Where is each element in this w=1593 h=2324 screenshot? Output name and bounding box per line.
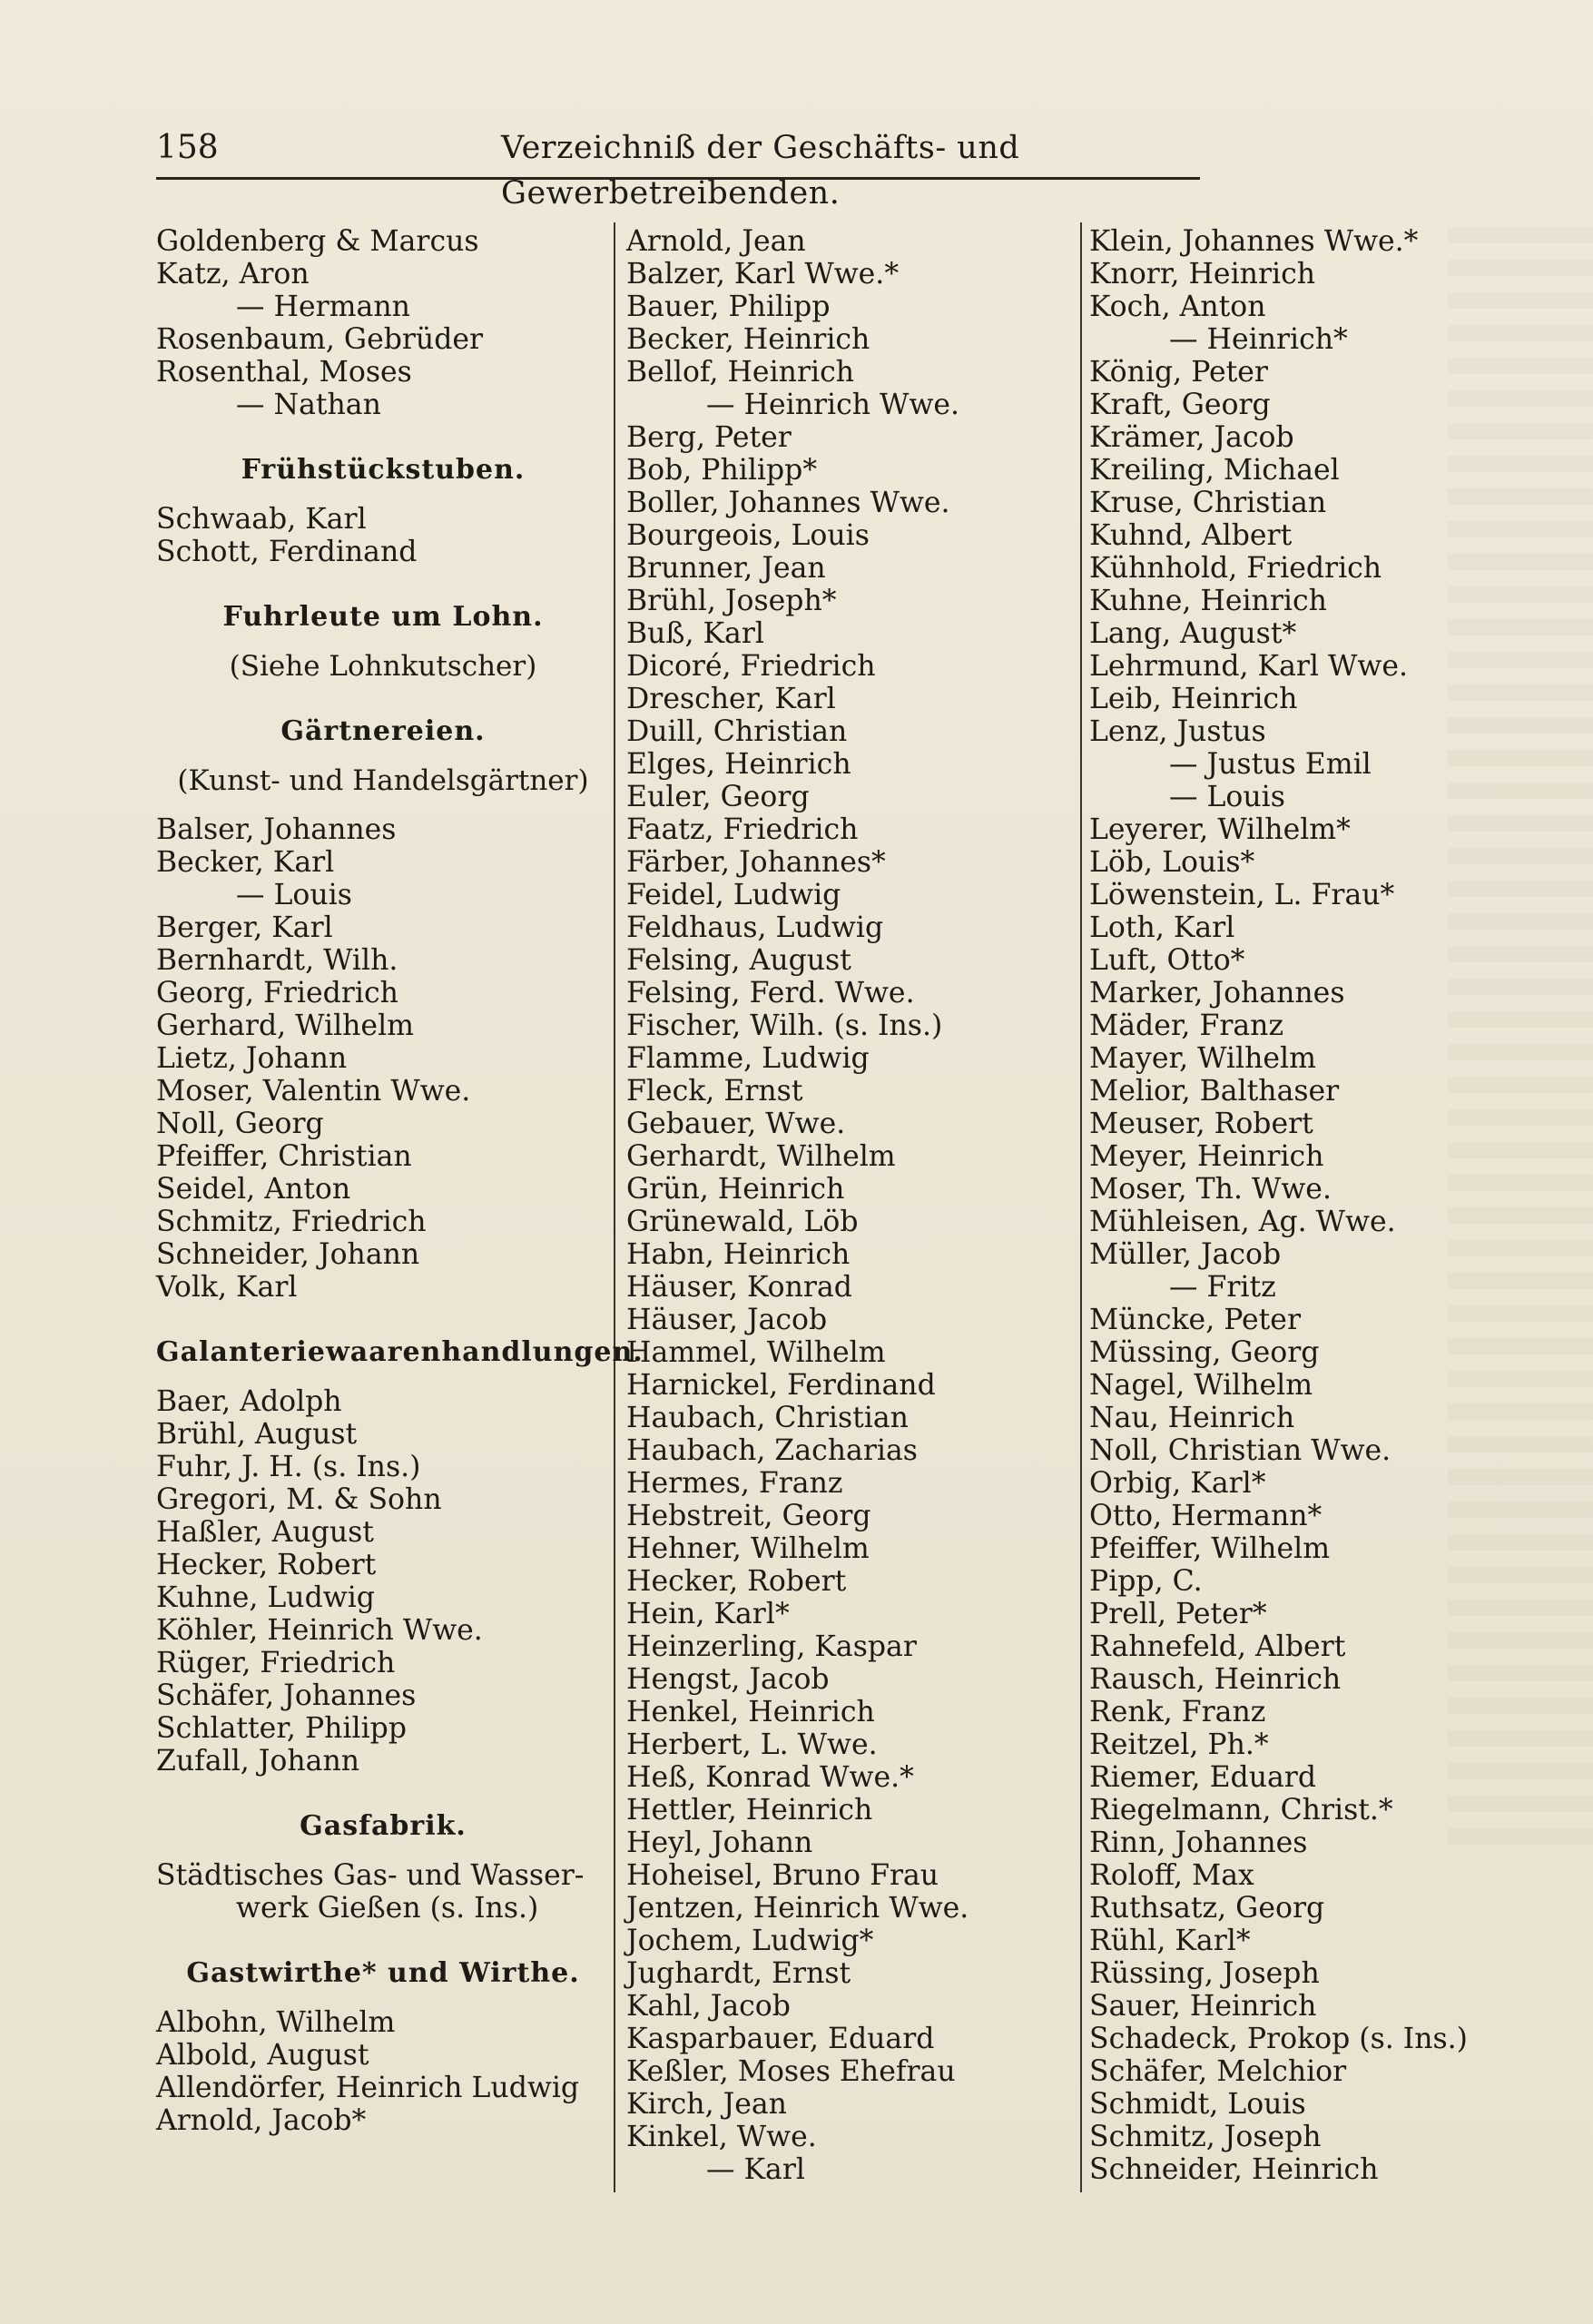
list-item: Volk, Karl [156, 1271, 298, 1304]
list-item: Gregori, M. & Sohn [156, 1483, 442, 1516]
list-item: Keßler, Moses Ehefrau [626, 2055, 956, 2088]
list-item: Faatz, Friedrich [626, 813, 859, 846]
list-item: Meuser, Robert [1089, 1108, 1313, 1140]
list-item: Melior, Balthaser [1089, 1075, 1340, 1108]
section-heading-gaertnereien: Gärtnereien. [280, 715, 486, 747]
list-item: Koch, Anton [1089, 290, 1266, 323]
list-item: Häuser, Konrad [626, 1271, 852, 1304]
list-item: Mäder, Franz [1089, 1009, 1284, 1042]
list-item: Rausch, Heinrich [1089, 1663, 1342, 1696]
list-item: Buß, Karl [626, 617, 764, 650]
list-item: Kruse, Christian [1089, 487, 1327, 519]
list-item: Löb, Louis* [1089, 846, 1255, 879]
section-heading-gasfabrik: Gasfabrik. [300, 1810, 467, 1842]
list-item: König, Peter [1089, 356, 1268, 389]
list-item: Henkel, Heinrich [626, 1696, 875, 1728]
list-item: Mayer, Wilhelm [1089, 1042, 1316, 1075]
list-item: Pfeiffer, Wilhelm [1089, 1532, 1331, 1565]
list-item: Luft, Otto* [1089, 944, 1245, 977]
list-item: Häuser, Jacob [626, 1304, 828, 1336]
list-item: Heinzerling, Kaspar [626, 1630, 917, 1663]
list-item: Prell, Peter* [1089, 1598, 1267, 1630]
running-title: Verzeichniß der Geschäfts- und Gewerbetreibenden. [501, 130, 1020, 212]
list-item: — Karl [706, 2153, 805, 2186]
list-item: Grünewald, Löb [626, 1206, 859, 1238]
list-item: — Hermann [236, 290, 410, 323]
list-item: Kraft, Georg [1089, 389, 1271, 421]
list-item: Haubach, Christian [626, 1402, 909, 1434]
list-item: Klein, Johannes Wwe.* [1089, 225, 1419, 258]
list-item: Moser, Th. Wwe. [1089, 1173, 1332, 1206]
list-item: Heyl, Johann [626, 1827, 813, 1859]
list-item: Grün, Heinrich [626, 1173, 845, 1206]
list-item: Schott, Ferdinand [156, 536, 418, 568]
list-item: Becker, Karl [156, 846, 335, 879]
list-item: Albold, August [156, 2039, 369, 2072]
list-item: Hoheisel, Bruno Frau [626, 1859, 939, 1892]
column-2 [626, 225, 1080, 2186]
list-item: Loth, Karl [1089, 911, 1235, 944]
list-item: Rinn, Johannes [1089, 1827, 1308, 1859]
list-item: Roloff, Max [1089, 1859, 1254, 1892]
list-item: Brühl, Joseph* [626, 585, 837, 617]
list-item: Krämer, Jacob [1089, 421, 1294, 454]
list-item: — Heinrich* [1169, 323, 1348, 356]
list-item: Kuhne, Heinrich [1089, 585, 1327, 617]
list-item: Riegelmann, Christ.* [1089, 1794, 1393, 1827]
list-item: — Louis [236, 879, 352, 911]
list-item: Bauer, Philipp [626, 290, 831, 323]
list-item: Bernhardt, Wilh. [156, 944, 398, 977]
list-item: Schmitz, Friedrich [156, 1206, 427, 1238]
list-item: Feldhaus, Ludwig [626, 911, 884, 944]
list-item: Schmitz, Joseph [1089, 2121, 1322, 2153]
list-item: Seidel, Anton [156, 1173, 351, 1206]
list-item: Hettler, Heinrich [626, 1794, 873, 1827]
list-item: Habn, Heinrich [626, 1238, 851, 1271]
list-item: Hehner, Wilhelm [626, 1532, 870, 1565]
list-item: Kahl, Jacob [626, 1990, 791, 2023]
list-item: Knorr, Heinrich [1089, 258, 1316, 290]
list-item: Rahnefeld, Albert [1089, 1630, 1346, 1663]
list-item: Pipp, C. [1089, 1565, 1203, 1598]
list-item: Hengst, Jacob [626, 1663, 830, 1696]
list-item: — Fritz [1169, 1271, 1276, 1304]
list-item: Fleck, Ernst [626, 1075, 803, 1108]
list-item: Bob, Philipp* [626, 454, 818, 487]
section-note: (Siehe Lohnkutscher) [229, 650, 537, 683]
list-item: Lenz, Justus [1089, 715, 1266, 748]
list-item: Lietz, Johann [156, 1042, 348, 1075]
list-item: Flamme, Ludwig [626, 1042, 870, 1075]
list-item: Euler, Georg [626, 781, 810, 813]
list-item: Schadeck, Prokop (s. Ins.) [1089, 2023, 1468, 2055]
section-heading-fruehstueckstuben: Frühstückstuben. [241, 454, 526, 486]
list-item: Färber, Johannes* [626, 846, 886, 879]
list-item: Balser, Johannes [156, 813, 397, 846]
list-item: Kuhnd, Albert [1089, 519, 1293, 552]
list-item: Bellof, Heinrich [626, 356, 855, 389]
list-item: Jughardt, Ernst [626, 1957, 851, 1990]
section-note: (Kunst- und Handelsgärtner) [177, 764, 589, 797]
list-item: Felsing, August [626, 944, 851, 977]
list-item: Dicoré, Friedrich [626, 650, 876, 683]
list-item: Otto, Hermann* [1089, 1500, 1323, 1532]
list-item: Gerhard, Wilhelm [156, 1009, 415, 1042]
list-item: Müssing, Georg [1089, 1336, 1320, 1369]
list-item: Noll, Christian Wwe. [1089, 1434, 1391, 1467]
column-divider [1080, 222, 1082, 2192]
list-item: Leyerer, Wilhelm* [1089, 813, 1351, 846]
list-item: Baer, Adolph [156, 1385, 342, 1418]
list-item: Hecker, Robert [156, 1549, 377, 1581]
list-item: Feidel, Ludwig [626, 879, 841, 911]
list-item: Berg, Peter [626, 421, 792, 454]
list-item: Bourgeois, Louis [626, 519, 870, 552]
list-item: Albohn, Wilhelm [156, 2006, 396, 2039]
list-item: Schlatter, Philipp [156, 1712, 407, 1745]
list-item: Schäfer, Johannes [156, 1679, 417, 1712]
list-item: Jochem, Ludwig* [626, 1925, 874, 1957]
list-item: Müller, Jacob [1089, 1238, 1282, 1271]
list-item: Jentzen, Heinrich Wwe. [626, 1892, 969, 1925]
column-divider [614, 222, 615, 2192]
list-item: Müncke, Peter [1089, 1304, 1302, 1336]
list-item: Kreiling, Michael [1089, 454, 1340, 487]
list-item: Brunner, Jean [626, 552, 826, 585]
list-item: Nau, Heinrich [1089, 1402, 1295, 1434]
list-item: Kinkel, Wwe. [626, 2121, 817, 2153]
list-item: Gebauer, Wwe. [626, 1108, 846, 1140]
list-item: Harnickel, Ferdinand [626, 1369, 936, 1402]
column-1 [156, 225, 644, 2137]
list-item: Schneider, Heinrich [1089, 2153, 1379, 2186]
list-item: Kühnhold, Friedrich [1089, 552, 1382, 585]
list-item: Moser, Valentin Wwe. [156, 1075, 471, 1108]
list-item: Hebstreit, Georg [626, 1500, 871, 1532]
list-item: Georg, Friedrich [156, 977, 398, 1009]
list-item: Hecker, Robert [626, 1565, 847, 1598]
list-item: Renk, Franz [1089, 1696, 1266, 1728]
list-item: Riemer, Eduard [1089, 1761, 1317, 1794]
list-item: Reitzel, Ph.* [1089, 1728, 1269, 1761]
list-item: — Louis [1169, 781, 1285, 813]
list-item: Städtisches Gas- und Wasser- [156, 1859, 585, 1892]
header-rule [156, 177, 1200, 180]
list-item: Kuhne, Ludwig [156, 1581, 375, 1614]
list-item: Arnold, Jean [626, 225, 806, 258]
list-item: Schneider, Johann [156, 1238, 420, 1271]
list-item: Sauer, Heinrich [1089, 1990, 1317, 2023]
list-item: Orbig, Karl* [1089, 1467, 1266, 1500]
list-item: Rüger, Friedrich [156, 1647, 396, 1679]
page-number: 158 [156, 129, 219, 166]
list-item: Nagel, Wilhelm [1089, 1369, 1313, 1402]
list-item: Leib, Heinrich [1089, 683, 1298, 715]
list-item: Boller, Johannes Wwe. [626, 487, 950, 519]
list-item: — Heinrich Wwe. [706, 389, 960, 421]
list-item: Zufall, Johann [156, 1745, 360, 1777]
list-item: Noll, Georg [156, 1108, 324, 1140]
list-item: — Nathan [236, 389, 381, 421]
list-item: Hermes, Franz [626, 1467, 843, 1500]
list-item: Schmidt, Louis [1089, 2088, 1306, 2121]
list-item: Fuhr, J. H. (s. Ins.) [156, 1451, 421, 1483]
list-item: Löwenstein, L. Frau* [1089, 879, 1395, 911]
list-item: Heß, Konrad Wwe.* [626, 1761, 914, 1794]
list-item: Rosenthal, Moses [156, 356, 412, 389]
list-item: Lehrmund, Karl Wwe. [1089, 650, 1408, 683]
list-item: Rühl, Karl* [1089, 1925, 1251, 1957]
list-item: werk Gießen (s. Ins.) [236, 1892, 539, 1925]
list-item: Rüssing, Joseph [1089, 1957, 1320, 1990]
list-item: Mühleisen, Ag. Wwe. [1089, 1206, 1396, 1238]
list-item: Schäfer, Melchior [1089, 2055, 1347, 2088]
section-heading-galanteriewaaren: Galanteriewaarenhandlungen. [156, 1336, 644, 1368]
list-item: Fischer, Wilh. (s. Ins.) [626, 1009, 943, 1042]
list-item: Balzer, Karl Wwe.* [626, 258, 900, 290]
page-header [156, 125, 1200, 212]
list-item: Felsing, Ferd. Wwe. [626, 977, 915, 1009]
list-item: Herbert, L. Wwe. [626, 1728, 878, 1761]
list-item: Drescher, Karl [626, 683, 836, 715]
list-item: Meyer, Heinrich [1089, 1140, 1324, 1173]
list-item: Haubach, Zacharias [626, 1434, 918, 1467]
list-item: Marker, Johannes [1089, 977, 1345, 1009]
list-item: Kasparbauer, Eduard [626, 2023, 935, 2055]
list-item: Katz, Aron [156, 258, 310, 290]
list-item: Ruthsatz, Georg [1089, 1892, 1325, 1925]
list-item: Schwaab, Karl [156, 503, 367, 536]
list-item: — Justus Emil [1169, 748, 1372, 781]
bleed-through-texture [1448, 227, 1593, 1861]
list-item: Goldenberg & Marcus [156, 225, 479, 258]
list-item: Rosenbaum, Gebrüder [156, 323, 484, 356]
section-heading-gastwirthe: Gastwirthe* und Wirthe. [186, 1957, 580, 1989]
list-item: Becker, Heinrich [626, 323, 870, 356]
list-item: Duill, Christian [626, 715, 848, 748]
list-item: Hammel, Wilhelm [626, 1336, 886, 1369]
list-item: Berger, Karl [156, 911, 333, 944]
list-item: Haßler, August [156, 1516, 374, 1549]
list-item: Köhler, Heinrich Wwe. [156, 1614, 483, 1647]
list-item: Lang, August* [1089, 617, 1297, 650]
list-item: Hein, Karl* [626, 1598, 790, 1630]
list-item: Allendörfer, Heinrich Ludwig [156, 2072, 580, 2104]
column-3 [1089, 225, 1468, 2186]
list-item: Arnold, Jacob* [156, 2104, 367, 2137]
list-item: Kirch, Jean [626, 2088, 787, 2121]
list-item: Brühl, August [156, 1418, 358, 1451]
list-item: Elges, Heinrich [626, 748, 851, 781]
list-item: Gerhardt, Wilhelm [626, 1140, 896, 1173]
list-item: Pfeiffer, Christian [156, 1140, 412, 1173]
section-heading-fuhrleute: Fuhrleute um Lohn. [222, 601, 544, 633]
